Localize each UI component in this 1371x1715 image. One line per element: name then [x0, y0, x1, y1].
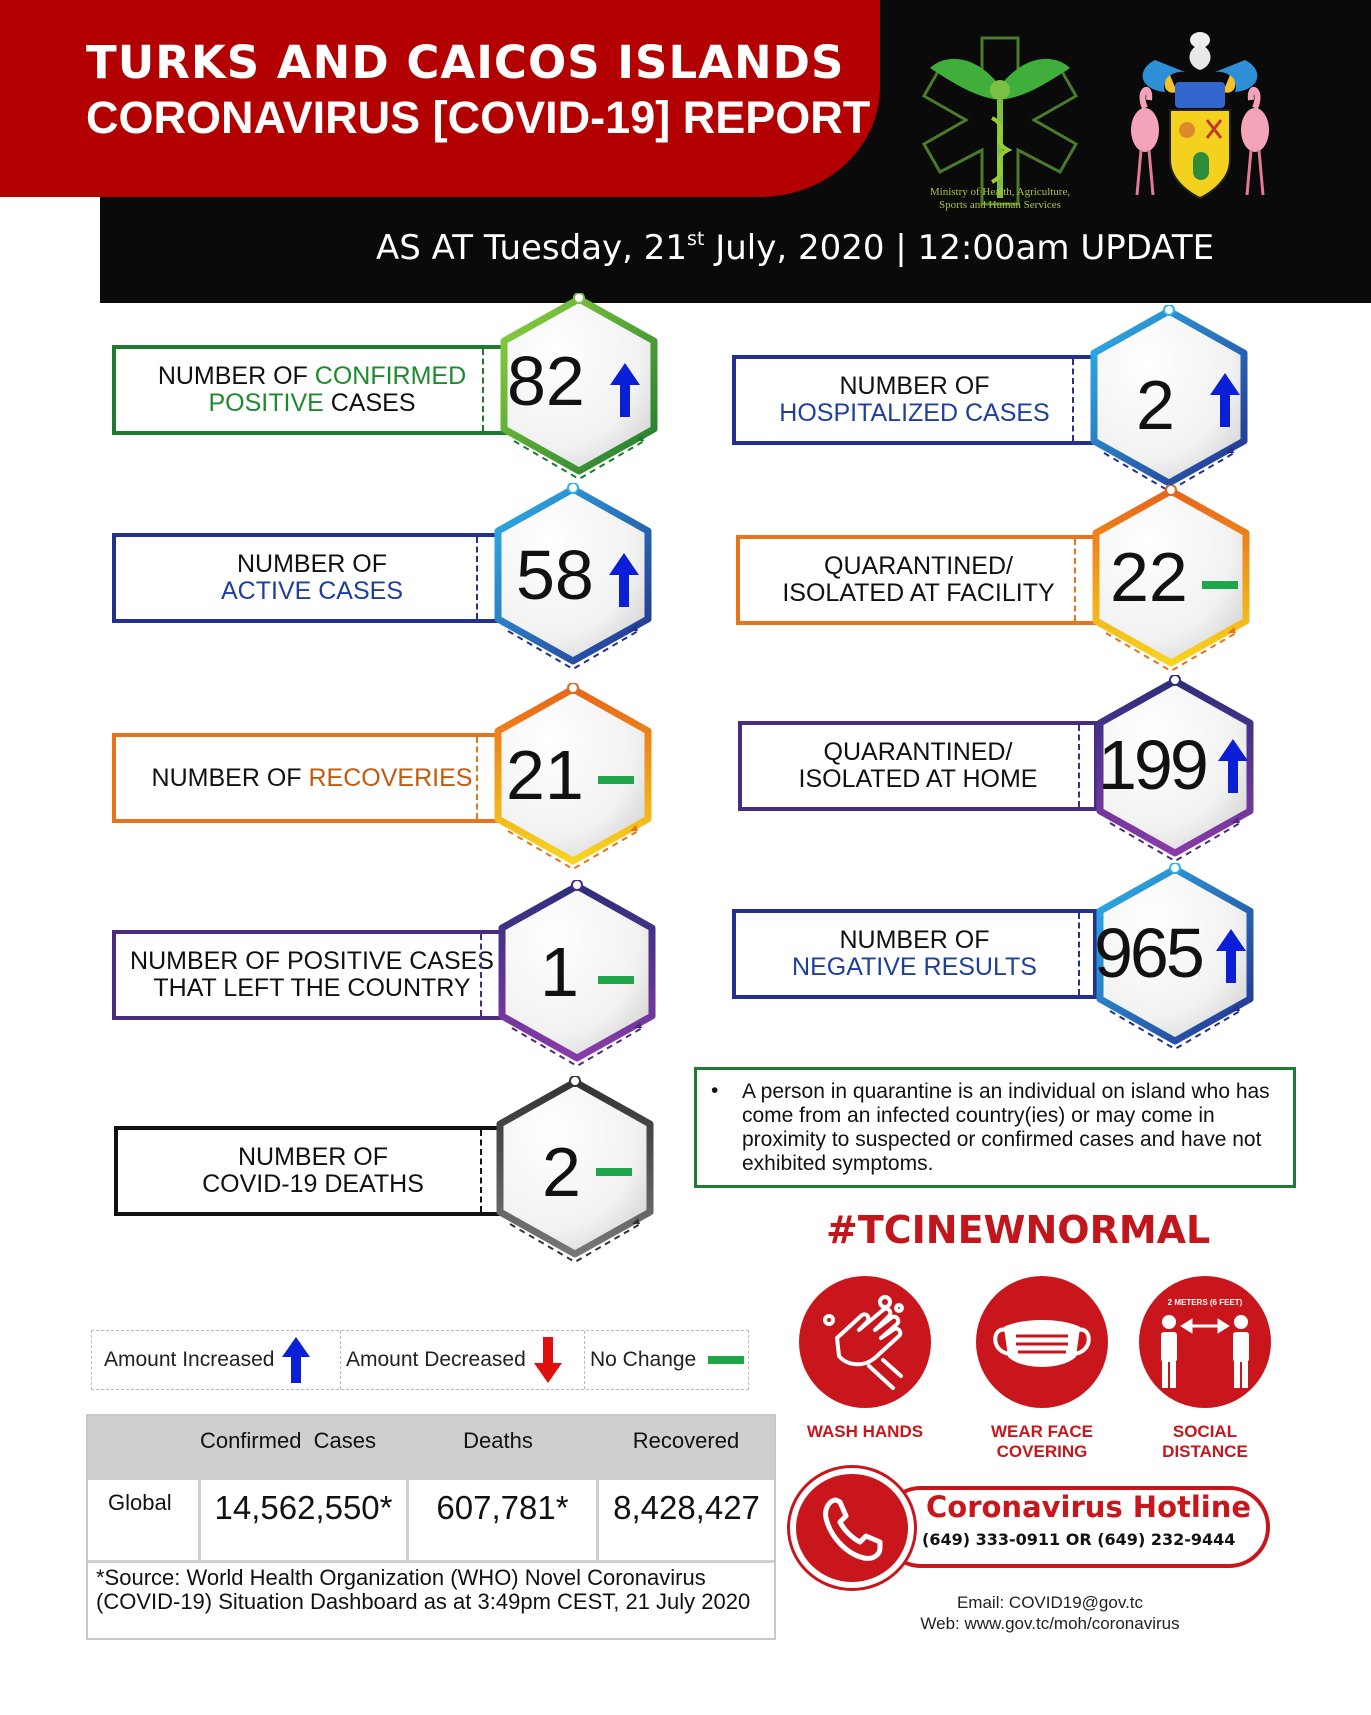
social-distance-icon: [1139, 1276, 1271, 1408]
connector-line: [1074, 539, 1076, 621]
dash-no-change-icon: [598, 776, 634, 784]
bullet-icon: •: [711, 1079, 719, 1102]
connector-line: [476, 737, 478, 819]
column-header-confirmed: Confirmed Cases: [199, 1428, 377, 1453]
social-distance-label: [1135, 1422, 1275, 1462]
global-deaths-value: 607,781*: [436, 1489, 569, 1526]
dash-no-change-icon: [708, 1356, 744, 1364]
legend-decreased: [346, 1331, 581, 1389]
recoveries-label-prefix: NUMBER OF: [151, 763, 309, 792]
recoveries-card: [112, 683, 672, 883]
quarantine-facility-label-line1: QUARANTINED/: [824, 552, 1013, 580]
left-country-label-box: [112, 930, 512, 1020]
connector-line: [1078, 913, 1080, 995]
row-label-global: Global: [108, 1490, 172, 1515]
report-date-prefix: AS AT Tuesday, 21: [376, 228, 688, 268]
table-divider: [88, 1560, 774, 1563]
deaths-value: 2: [542, 1133, 581, 1211]
connector-line: [480, 1130, 482, 1212]
connector-line: [1072, 359, 1074, 441]
connector-line: [482, 349, 484, 431]
ministry-name-line2: Sports and Human Services: [939, 199, 1061, 211]
hospitalized-label-box: [732, 355, 1097, 445]
hospitalized-value: 2: [1136, 366, 1175, 444]
legend-no-change-label: No Change: [590, 1348, 697, 1371]
negative-label-prefix: NUMBER OF: [839, 926, 990, 954]
distance-caption: 2 METERS (6 FEET): [1167, 1298, 1243, 1307]
column-header-deaths: Deaths: [463, 1428, 533, 1453]
legend-increased: [104, 1331, 334, 1389]
contact-web[interactable]: Web: www.gov.tc/moh/coronavirus: [920, 1614, 1180, 1633]
arrow-up-icon: [610, 363, 640, 417]
connector-line: [1078, 725, 1080, 807]
quarantine-home-label-box: [738, 721, 1098, 811]
legend-divider: [340, 1331, 341, 1389]
hospitalized-label-keyword: HOSPITALIZED CASES: [779, 399, 1050, 427]
deaths-label-line2: COVID-19 DEATHS: [202, 1170, 424, 1198]
arrow-up-icon: [1210, 373, 1240, 427]
legend-no-change: [590, 1331, 750, 1389]
active-cases-card: [112, 483, 672, 683]
face-covering-label-line1: WEAR FACE: [991, 1422, 1093, 1441]
face-mask-icon: [976, 1276, 1108, 1408]
active-label-keyword: ACTIVE CASES: [221, 577, 403, 605]
quarantine-home-value: 199: [1098, 726, 1206, 804]
active-cases-value: 58: [516, 536, 594, 614]
arrow-down-icon: [534, 1337, 562, 1383]
confirmed-label-keyword2: POSITIVE: [208, 389, 324, 417]
confirmed-cases-value: 82: [507, 342, 585, 420]
ministry-name: [890, 186, 1110, 212]
contact-info: [880, 1592, 1220, 1634]
hotline-numbers[interactable]: (649) 333-0911 OR (649) 232-9444: [922, 1530, 1236, 1549]
quarantine-definition-text: A person in quarantine is an individual on island who has come from an infected country(ies) or may come in proximity to suspected or confirmed cases and have not exhibited symptoms.: [742, 1080, 1270, 1175]
report-date-ordinal: st: [687, 228, 705, 250]
global-stats-table: [86, 1414, 776, 1640]
quarantine-facility-label-line2: ISOLATED AT FACILITY: [782, 579, 1055, 607]
face-covering-label-line2: COVERING: [996, 1442, 1088, 1461]
confirmed-cases-label-box: [112, 345, 512, 435]
legend-divider: [584, 1331, 585, 1389]
report-date: [376, 228, 1214, 268]
left-country-card: [112, 880, 672, 1080]
quarantine-facility-label-box: [736, 535, 1101, 625]
ministry-name-line1: Ministry of Health, Agriculture,: [929, 186, 1071, 198]
arrow-up-icon: [609, 553, 639, 607]
quarantine-home-label-line2: ISOLATED AT HOME: [798, 765, 1038, 793]
quarantine-home-card: [738, 675, 1298, 875]
report-date-suffix: July, 2020 | 12:00am UPDATE: [704, 228, 1215, 268]
legend-increased-label: Amount Increased: [104, 1348, 275, 1371]
recoveries-label-keyword: RECOVERIES: [308, 763, 473, 792]
legend-decreased-label: Amount Decreased: [346, 1348, 526, 1371]
global-confirmed-value: 14,562,550*: [214, 1489, 393, 1526]
hospitalized-label-prefix: NUMBER OF: [839, 372, 990, 400]
quarantine-definition-note: [694, 1067, 1296, 1188]
face-covering-label: [972, 1422, 1112, 1462]
wash-hands-label: [795, 1422, 935, 1442]
active-label-prefix: NUMBER OF: [237, 550, 387, 578]
hashtag: #TCINEWNORMAL: [826, 1208, 1211, 1252]
wash-hands-label-line1: WASH HANDS: [806, 1422, 924, 1441]
deaths-label-line1: NUMBER OF: [238, 1143, 388, 1171]
hotline-title: Coronavirus Hotline: [926, 1490, 1252, 1524]
deaths-card: [114, 1076, 674, 1276]
recoveries-label-box: [112, 733, 512, 823]
left-country-value: 1: [540, 933, 579, 1011]
quarantine-home-label-line1: QUARANTINED/: [823, 738, 1013, 766]
confirmed-label-keyword: CONFIRMED: [314, 362, 467, 390]
social-distance-tip: [1135, 1276, 1275, 1462]
arrow-up-icon: [1218, 739, 1248, 793]
phone-icon: [790, 1468, 914, 1588]
page-subtitle: CORONAVIRUS [COVID-19] REPORT: [86, 92, 871, 143]
quarantine-facility-value: 22: [1110, 538, 1188, 616]
coat-of-arms-icon: [1115, 20, 1285, 210]
dash-no-change-icon: [598, 976, 634, 984]
face-covering-tip: [972, 1276, 1112, 1462]
negative-results-label-box: [732, 909, 1097, 999]
quarantine-facility-card: [736, 485, 1296, 685]
source-note: *Source: World Health Organization (WHO) Novel Coronavirus (COVID-19) Situation Dashboard as at 3:49pm CEST, 21 July 2020: [96, 1565, 751, 1614]
deaths-label-box: [114, 1126, 512, 1216]
social-distance-label-line1: SOCIAL: [1172, 1422, 1238, 1441]
column-header-recovered: Recovered: [632, 1428, 740, 1453]
left-country-label-line2: THAT LEFT THE COUNTRY: [153, 974, 471, 1002]
recoveries-value: 21: [506, 736, 584, 814]
trend-legend: [91, 1330, 749, 1390]
hospitalized-card: [732, 305, 1292, 505]
hand-wash-icon: [799, 1276, 931, 1408]
negative-results-card: [732, 863, 1292, 1063]
negative-results-value: 965: [1094, 914, 1202, 992]
page-title: TURKS AND CAICOS ISLANDS: [86, 36, 845, 89]
arrow-up-icon: [282, 1337, 310, 1383]
confirmed-label-suffix: CASES: [323, 389, 416, 417]
negative-label-keyword: NEGATIVE RESULTS: [792, 953, 1037, 981]
global-recovered-value: 8,428,427: [613, 1489, 760, 1526]
active-cases-label-box: [112, 533, 512, 623]
contact-email[interactable]: Email: COVID19@gov.tc: [956, 1593, 1144, 1612]
left-country-label-line1: NUMBER OF POSITIVE CASES: [130, 947, 494, 975]
arrow-up-icon: [1216, 929, 1246, 983]
wash-hands-tip: [795, 1276, 935, 1442]
dash-no-change-icon: [1202, 581, 1238, 589]
hotline-banner: [790, 1468, 1280, 1588]
confirmed-label-prefix: NUMBER OF: [157, 362, 315, 390]
dash-no-change-icon: [596, 1168, 632, 1176]
social-distance-label-line2: DISTANCE: [1162, 1442, 1248, 1461]
connector-line: [480, 934, 482, 1016]
confirmed-cases-card: [112, 293, 672, 493]
connector-line: [476, 537, 478, 619]
